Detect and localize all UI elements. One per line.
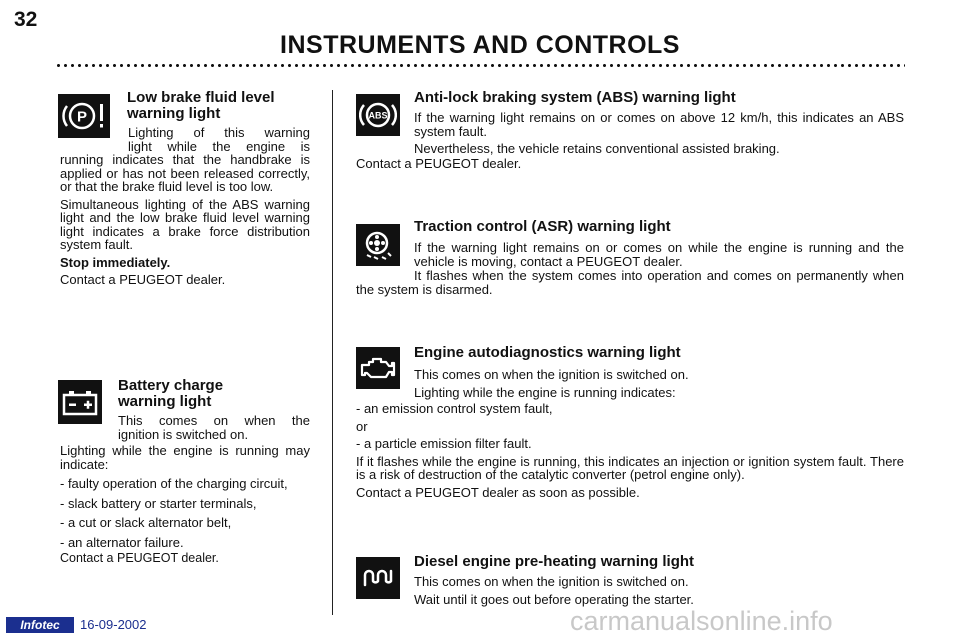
diesel-heading [414,554,914,570]
engine-text [356,402,904,499]
brake-heading [127,90,327,122]
battery-item-2: - slack battery or starter terminals, [60,495,257,511]
battery-text [60,444,310,566]
battery-heading-line2: warning light [118,393,212,410]
brake-intro-line1: Lighting of this warning [128,125,310,140]
asr-heading [414,219,914,235]
engine-icon [356,347,400,389]
battery-contact: Contact a PEUGEOT dealer. [60,551,219,565]
diesel-line-1: This comes on when the ignition is switched on. [414,574,689,589]
brake-abs-note: Simultaneous lighting of the ABS warning light and the low brake fluid level warning light indicates a brake force distribution system fault. [60,196,310,252]
brake-intro-line2: light while the engine is [128,138,310,154]
abs-contact: Contact a PEUGEOT dealer. [356,156,522,171]
battery-intro-line2: ignition is switched on. [118,426,249,442]
brake-body: running indicates that the handbrake is applied or has not been released correctly, or that the brake fluid level is too low. [60,152,310,194]
diesel-line-2: Wait until it goes out before operating the starter. [414,591,694,607]
battery-item-3: - a cut or slack alternator belt, [60,515,232,530]
engine-heading-text: Engine autodiagnostics warning light [414,344,681,361]
abs-text [414,111,904,156]
battery-heading [118,378,318,410]
diesel-heading-text: Diesel engine pre-heating warning light [414,553,695,570]
brake-intro [128,126,310,153]
engine-contact: Contact a PEUGEOT dealer as soon as possible. [356,484,640,500]
brake-warning-icon [58,94,110,138]
engine-intro [414,368,904,399]
footer-date: 16-09-2002 [80,617,147,632]
battery-intro-line1: This comes on when the [118,413,310,428]
engine-item-2: - a particle emission filter fault. [356,436,532,451]
asr-line-1: If the warning light remains on or comes on while the engine is running and the vehicle is moving, contact a PEUGEOT dealer. [414,240,904,269]
abs-line-1: If the warning light remains on or comes on above 12 km/h, this indicates an ABS system fault. [414,110,904,139]
engine-line-1: This comes on when the ignition is switched on. [414,367,689,382]
page-title: INSTRUMENTS AND CONTROLS [280,31,680,59]
asr-text-2 [356,269,904,296]
asr-text [414,241,904,268]
dotted-separator [55,63,905,68]
diesel-text [414,575,904,606]
page-number: 32 [14,8,38,31]
abs-heading [414,90,914,106]
column-divider [332,90,333,615]
engine-note: If it flashes while the engine is running, this indicates an injection or ignition system fault. There is a risk of destruction of the catalytic converter (petrol engine only). [356,453,904,482]
abs-line-2: Nevertheless, the vehicle retains conventional assisted braking. [414,141,780,156]
abs-contact-wrap [356,157,856,171]
battery-intro [118,414,310,441]
glow-plug-icon [356,557,400,599]
battery-item-1: - faulty operation of the charging circuit, [60,476,288,491]
infotec-logo: Infotec [6,617,74,633]
battery-body: Lighting while the engine is running may indicate: [60,443,310,472]
abs-icon [356,94,400,136]
traction-control-icon [356,224,400,266]
brake-stop: Stop immediately. [60,254,171,270]
asr-line-2: It flashes when the system comes into operation and comes on permanently when the system is disarmed. [356,268,904,297]
asr-heading-text: Traction control (ASR) warning light [414,218,671,235]
svg-text:ABS: ABS [368,110,388,121]
brake-heading-line1: Low brake fluid level [127,89,275,106]
engine-heading [414,345,914,361]
brake-heading-line2: warning light [127,105,221,122]
engine-item-1: - an emission control system fault, [356,401,553,416]
battery-item-4: - an alternator failure. [60,534,184,550]
battery-icon [58,380,102,424]
battery-heading-line1: Battery charge [118,377,224,394]
svg-text:P: P [76,108,88,126]
engine-line-2: Lighting while the engine is running indicates: [414,384,676,400]
abs-heading-text: Anti-lock braking system (ABS) warning light [414,89,736,106]
watermark: carmanualsonline.info [570,606,833,636]
engine-or: or [356,418,368,434]
brake-contact: Contact a PEUGEOT dealer. [60,272,226,287]
brake-text [60,153,310,287]
